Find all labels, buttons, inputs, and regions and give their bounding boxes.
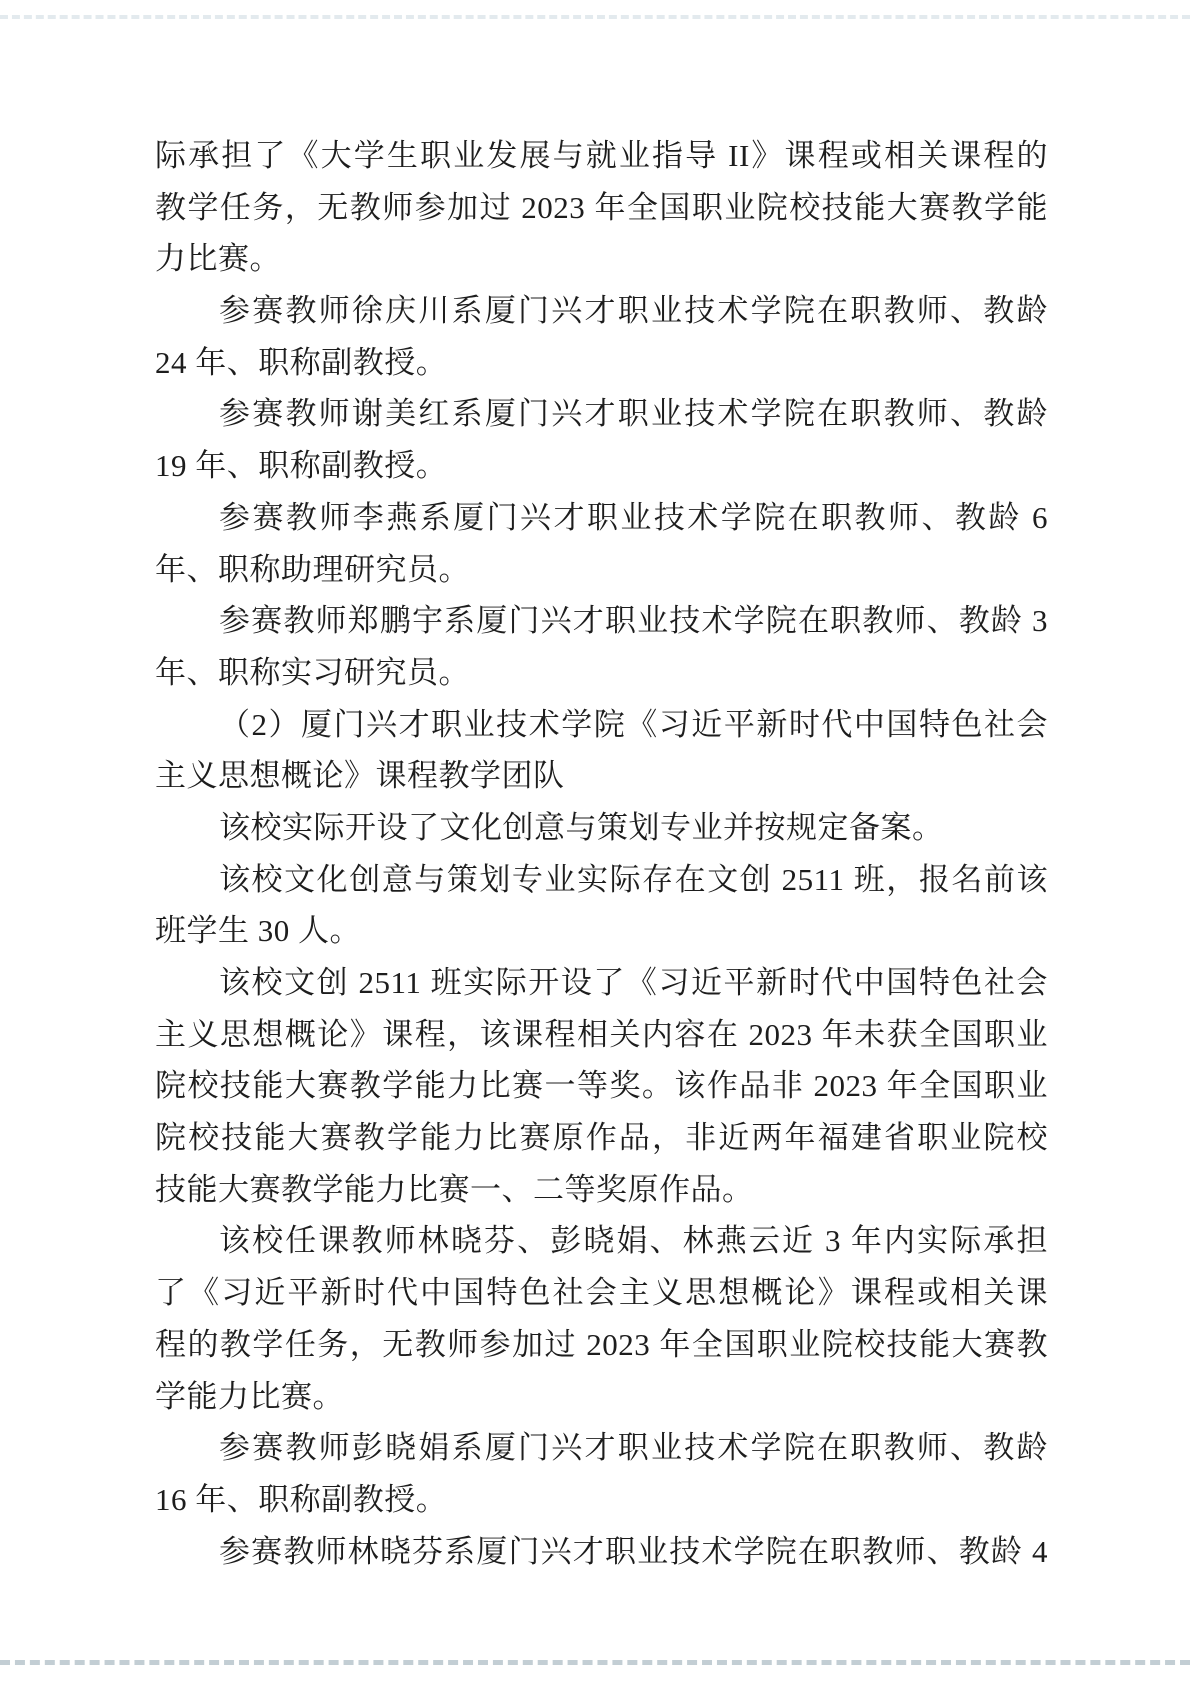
text-line: 际承担了《大学生职业发展与就业指导 II》课程或相关课程的	[155, 138, 1048, 173]
text-line: 年、职称助理研究员。	[155, 551, 470, 587]
text-line: 班学生 30 人。	[155, 913, 361, 949]
scan-artifact-bottom	[0, 1660, 1190, 1665]
text-line: 该校实际开设了文化创意与策划专业并按规定备案。	[219, 809, 944, 845]
text-line: 该校任课教师林晓芬、彭晓娟、林燕云近 3 年内实际承担	[219, 1223, 1048, 1259]
text-line: 主义思想概论》课程教学团队	[155, 758, 565, 794]
text-line: 参赛教师徐庆川系厦门兴才职业技术学院在职教师、教龄	[219, 293, 1048, 329]
text-line: 24 年、职称副教授。	[155, 344, 448, 380]
text-line: 主义思想概论》课程，该课程相关内容在 2023 年未获全国职业	[155, 1016, 1048, 1052]
text-line: （2）厦门兴才职业技术学院《习近平新时代中国特色社会	[219, 706, 1048, 742]
text-line: 参赛教师林晓芬系厦门兴才职业技术学院在职教师、教龄 4	[219, 1533, 1048, 1569]
text-line: 16 年、职称副教授。	[155, 1481, 448, 1517]
scan-artifact-top	[0, 15, 1190, 19]
text-line: 参赛教师彭晓娟系厦门兴才职业技术学院在职教师、教龄	[219, 1430, 1048, 1466]
text-line: 该校文化创意与策划专业实际存在文创 2511 班，报名前该	[219, 861, 1048, 897]
text-line: 程的教学任务，无教师参加过 2023 年全国职业院校技能大赛教	[155, 1326, 1048, 1362]
document-body	[155, 130, 1048, 1577]
text-line: 院校技能大赛教学能力比赛原作品，非近两年福建省职业院校	[155, 1120, 1048, 1156]
text-line: 该校文创 2511 班实际开设了《习近平新时代中国特色社会	[219, 965, 1048, 1000]
text-line: 技能大赛教学能力比赛一、二等奖原作品。	[155, 1171, 754, 1207]
text-line: 参赛教师谢美红系厦门兴才职业技术学院在职教师、教龄	[219, 396, 1048, 432]
text-line: 学能力比赛。	[155, 1378, 344, 1414]
text-line: 参赛教师郑鹏宇系厦门兴才职业技术学院在职教师、教龄 3	[219, 603, 1048, 639]
text-line: 力比赛。	[155, 241, 281, 277]
text-line: 了《习近平新时代中国特色社会主义思想概论》课程或相关课	[155, 1275, 1048, 1311]
text-line: 19 年、职称副教授。	[155, 448, 448, 484]
text-line: 参赛教师李燕系厦门兴才职业技术学院在职教师、教龄 6	[219, 499, 1048, 535]
text-line: 教学任务，无教师参加过 2023 年全国职业院校技能大赛教学能	[155, 189, 1048, 225]
text-line: 年、职称实习研究员。	[155, 654, 470, 690]
text-line: 院校技能大赛教学能力比赛一等奖。该作品非 2023 年全国职业	[155, 1068, 1048, 1104]
